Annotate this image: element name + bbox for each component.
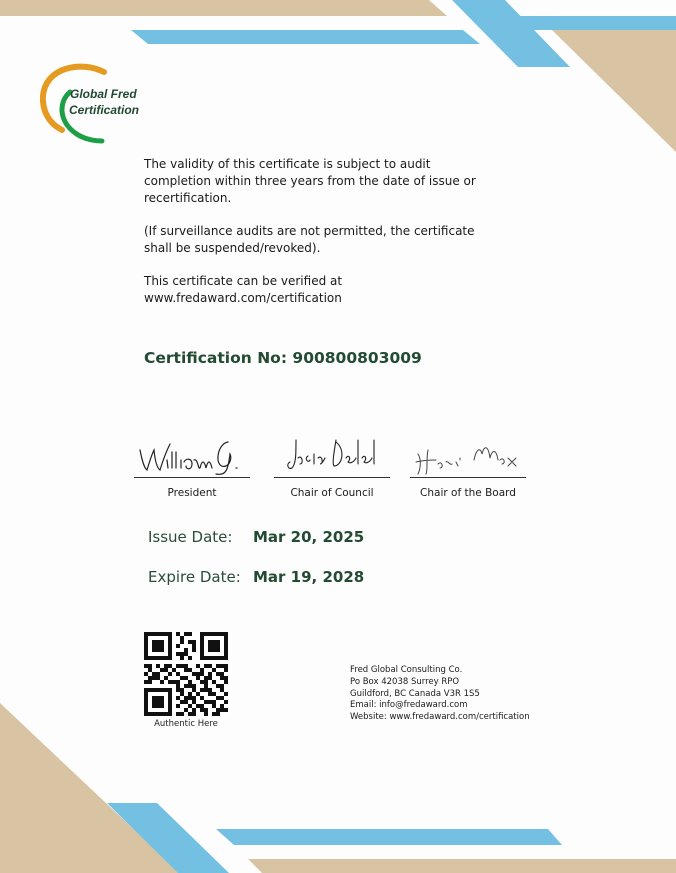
address-city: Guildford, BC Canada V3R 1S5	[350, 688, 480, 699]
bottom-right-tan-band	[248, 859, 676, 873]
bottom-blue-band	[216, 829, 562, 845]
role-chair-council: Chair of Council	[290, 487, 374, 499]
surveillance-paragraph: (If surveillance audits are not permitted, the certificate shall be suspended/revoked).	[144, 224, 475, 255]
role-president: President	[167, 487, 217, 499]
top-left-tan-band	[0, 0, 447, 16]
top-blue-band	[131, 30, 480, 44]
address-website[interactable]: Website: www.fredaward.com/certification	[350, 712, 530, 723]
logo-text-line2: Certification	[69, 103, 140, 117]
signature-josia-delabel	[272, 430, 392, 476]
expire-date-value: Mar 19, 2028	[253, 568, 365, 586]
issue-date-label: Issue Date:	[148, 528, 233, 546]
verification-text: This certificate can be verified at	[144, 274, 343, 288]
role-chair-board: Chair of the Board	[420, 487, 516, 499]
signature-line	[410, 477, 526, 478]
company-address	[350, 665, 530, 724]
signature-president	[132, 430, 252, 505]
address-po-box: Po Box 42038 Surrey RPO	[350, 676, 460, 687]
validity-paragraph: The validity of this certificate is subject to audit completion within three years from the date of issue or recertification.	[144, 157, 476, 205]
top-right-blue-diagonal	[452, 0, 570, 67]
logo-text-line1: Global Fred	[70, 87, 137, 101]
address-email[interactable]: Email: info@fredaward.com	[350, 700, 468, 711]
qr-code-icon[interactable]	[144, 632, 228, 716]
top-right-tan-triangle	[552, 30, 676, 152]
signature-line	[134, 477, 250, 478]
certification-label: Certification No:	[144, 349, 288, 367]
expire-date-label: Expire Date:	[148, 568, 241, 586]
issue-date-value: Mar 20, 2025	[253, 528, 365, 546]
signature-chair-council	[272, 430, 392, 505]
address-company: Fred Global Consulting Co.	[350, 665, 463, 675]
certification-value: 900800803009	[292, 349, 422, 367]
verification-link[interactable]: www.fredaward.com/certification	[144, 291, 342, 305]
top-right-blue-strip	[518, 16, 676, 30]
verification-paragraph	[144, 273, 484, 307]
certification-number	[144, 349, 422, 367]
signature-henri-max	[408, 430, 528, 476]
signature-william-g	[132, 430, 252, 476]
signature-chair-board	[408, 430, 528, 505]
signature-line	[274, 477, 390, 478]
qr-caption: Authentic Here	[154, 719, 218, 729]
